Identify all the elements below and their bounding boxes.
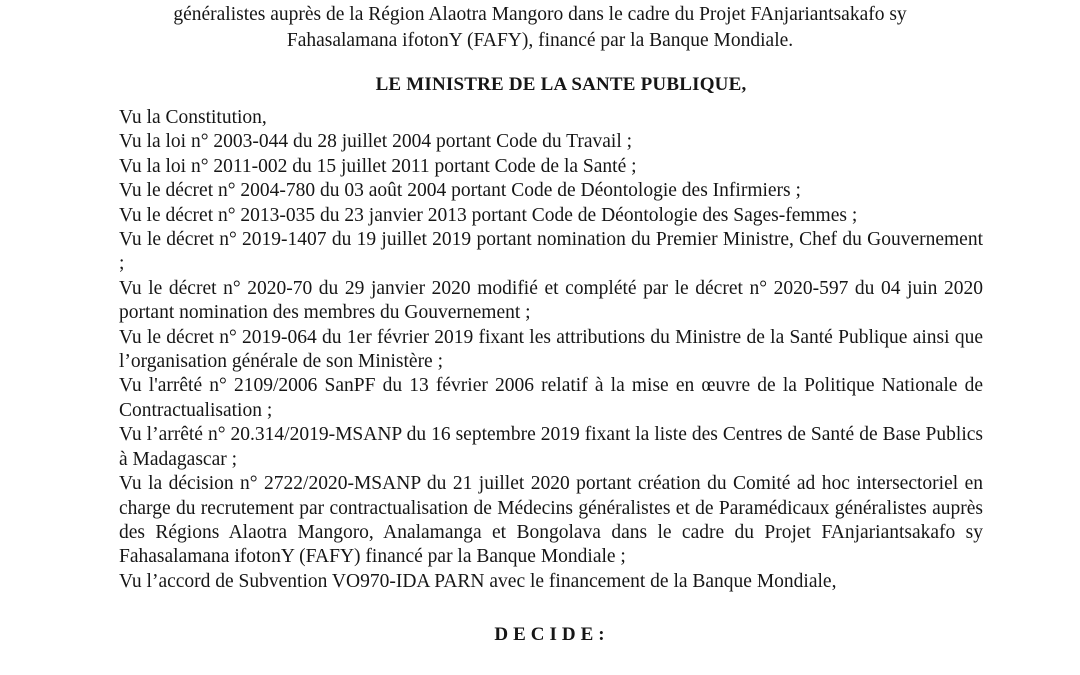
visa-item: Vu l’arrêté n° 20.314/2019-MSANP du 16 septembre 2019 fixant la liste des Centres de Santé de Base Publics à Madagascar ; [119,424,983,470]
visa-item: Vu le décret n° 2004-780 du 03 août 2004 portant Code de Déontologie des Infirmiers ; [119,180,801,202]
legal-visas-list [119,106,983,594]
decide-heading: DECIDE: [494,624,610,645]
title-line: généralistes auprès de la Région Alaotra Mangoro dans le cadre du Projet FAnjariantsakafo sy [173,4,907,25]
visa-item: Vu le décret n° 2020-70 du 29 janvier 2020 modifié et complété par le décret n° 2020-597 du 04 juin 2020 portant nomination des membres du Gouvernement ; [119,277,983,324]
visa-item: Vu le décret n° 2019-1407 du 19 juillet 2019 portant nomination du Premier Ministre, Chef du Gouvernement ; [119,229,983,275]
visa-item: Vu l'arrêté n° 2109/2006 SanPF du 13 février 2006 relatif à la mise en œuvre de la Politique Nationale de Contractualisation ; [119,375,983,421]
visa-item: Vu le décret n° 2019-064 du 1er février 2019 fixant les attributions du Ministre de la Santé Publique ainsi que l’organisation générale de son Ministère ; [119,326,983,373]
minister-heading: LE MINISTRE DE LA SANTE PUBLIQUE, [375,74,747,95]
title-line: Fahasalamana ifotonY (FAFY), financé par la Banque Mondiale. [286,30,794,51]
decision-title-continuation [0,2,1080,54]
visa-item: Vu le décret n° 2013-035 du 23 janvier 2013 portant Code de Déontologie des Sages-femmes ; [119,204,858,226]
visa-item: Vu la loi n° 2003-044 du 28 juillet 2004 portant Code du Travail ; [119,131,633,153]
visa-item: Vu l’accord de Subvention VO970-IDA PARN avec le financement de la Banque Mondiale, [119,570,837,592]
visa-item: Vu la décision n° 2722/2020-MSANP du 21 juillet 2020 portant création du Comité ad hoc intersectoriel en charge du recrutement par contractualisation de Médecins généralistes et de Paramédicaux généralistes auprès des Régions Alaotra Mangoro, Analamanga et Bongolava dans le cadre du Projet FAnjariantsakafo sy Fahasalamana ifotonY (FAFY) financé par la Banque Mondiale ; [119,473,983,568]
visa-item: Vu la Constitution, [119,107,267,128]
visa-item: Vu la loi n° 2011-002 du 15 juillet 2011 portant Code de la Santé ; [119,155,637,177]
